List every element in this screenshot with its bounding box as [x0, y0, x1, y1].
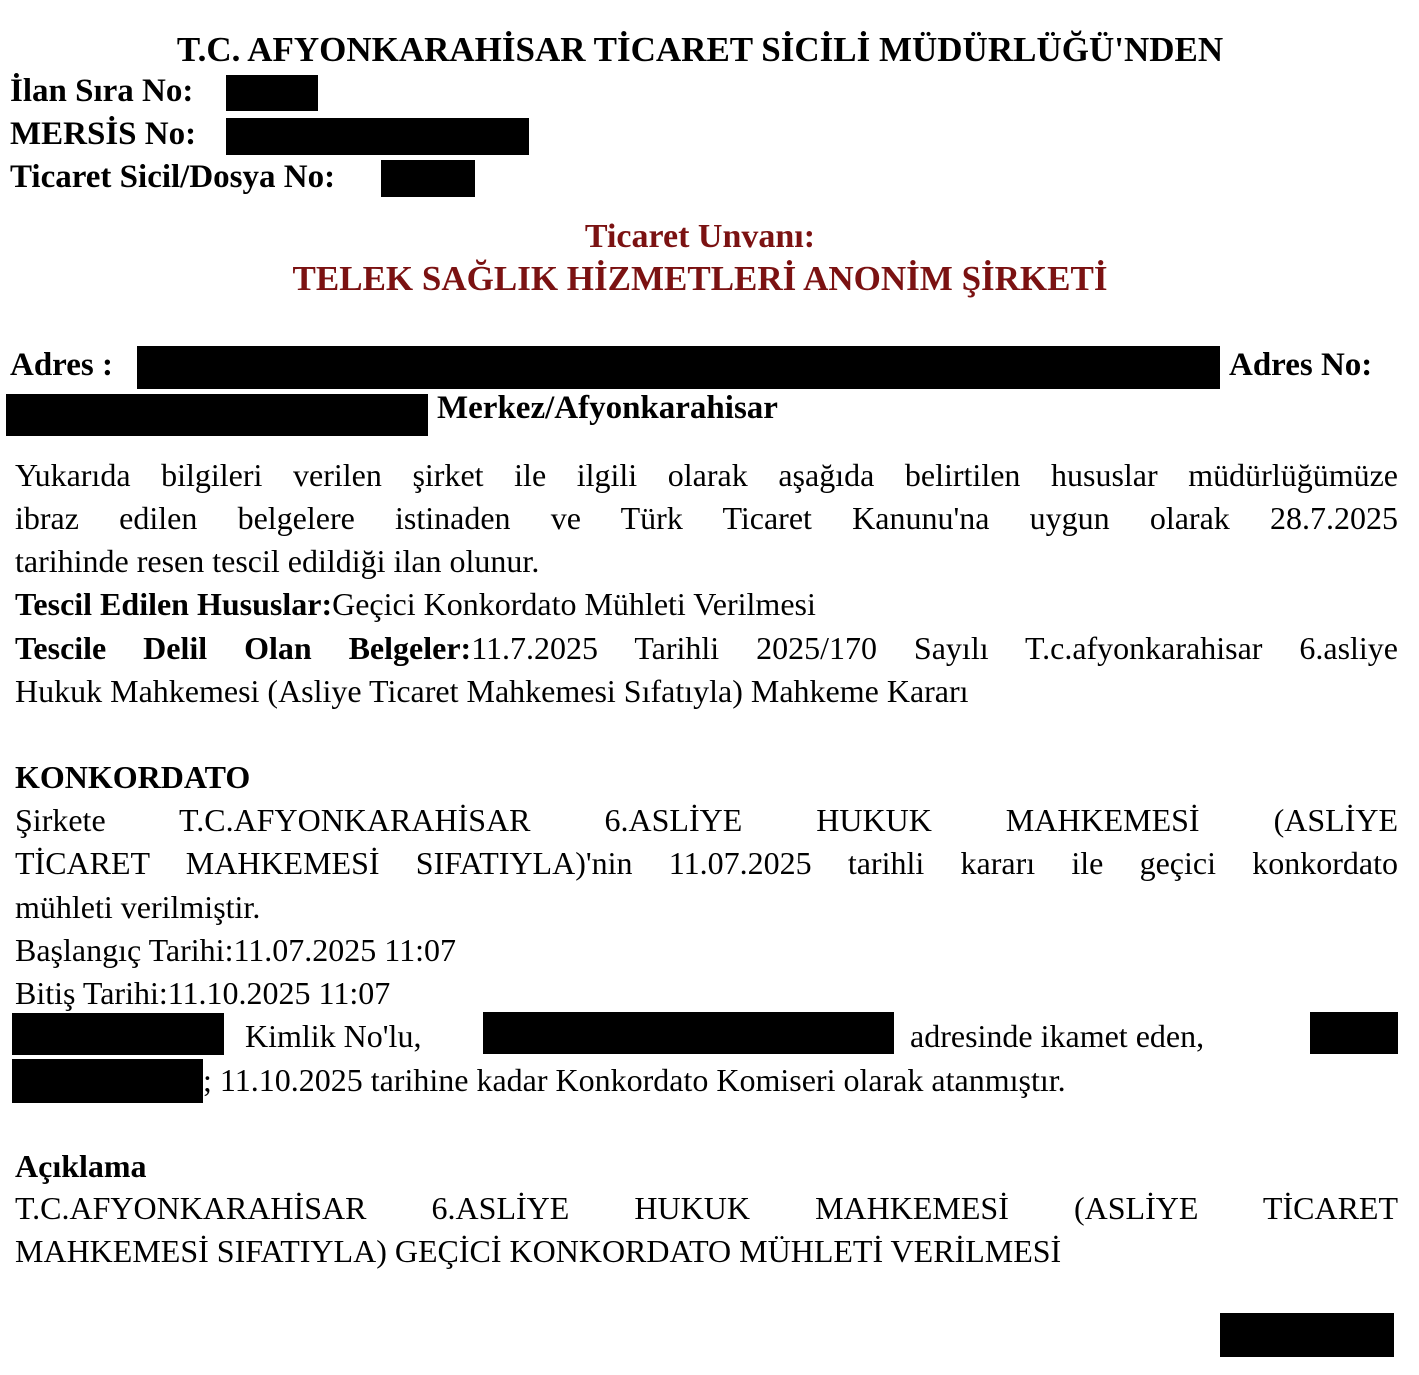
delil-row: [15, 627, 1398, 670]
unvan-label: Ticaret Unvanı:: [584, 218, 816, 255]
aciklama-line-2: MAHKEMESİ SIFATIYLA) GEÇİCİ KONKORDATO MÜHLETİ VERİLMESİ: [15, 1233, 1062, 1269]
intro-line-1: Yukarıda bilgileri verilen şirket ile ilgili olarak aşağıda belirtilen hususlar müdürlüğümüze: [15, 457, 1398, 493]
address-label: Adres :: [10, 347, 113, 383]
intro-line-3: tarihinde resen tescil edildiği ilan olunur.: [15, 543, 540, 579]
aciklama-heading: Açıklama: [15, 1148, 147, 1184]
redaction-commissioner-name-1: [1310, 1012, 1398, 1054]
tescil-label: Tescil Edilen Hususlar:: [15, 586, 333, 622]
konkordato-line-2: TİCARET MAHKEMESİ SIFATIYLA)'nin 11.07.2025 tarihli kararı ile geçici konkordato: [15, 845, 1398, 881]
delil-value-line2: Hukuk Mahkemesi (Asliye Ticaret Mahkemesi Sıfatıyla) Mahkeme Kararı: [15, 673, 969, 709]
redaction-commissioner-address: [483, 1012, 894, 1054]
redaction-ilan-no: [226, 75, 318, 111]
start-label: Başlangıç Tarihi:: [15, 932, 234, 968]
redaction-address-no: [6, 394, 428, 436]
page-title: T.C. AFYONKARAHİSAR TİCARET SİCİLİ MÜDÜRLÜĞÜ'NDEN: [176, 30, 1224, 69]
aciklama-line-1: T.C.AFYONKARAHİSAR 6.ASLİYE HUKUK MAHKEMESİ (ASLİYE TİCARET: [15, 1190, 1398, 1226]
redaction-sicil-no: [381, 160, 475, 197]
tescil-row: [15, 583, 816, 626]
atanma-text: ; 11.10.2025 tarihine kadar Konkordato Komiseri olarak atanmıştır.: [203, 1062, 1066, 1098]
redaction-address: [137, 346, 1220, 389]
company-name: TELEK SAĞLIK HİZMETLERİ ANONİM ŞİRKETİ: [292, 259, 1108, 298]
konkordato-line-1: Şirkete T.C.AFYONKARAHİSAR 6.ASLİYE HUKUK MAHKEMESİ (ASLİYE: [15, 802, 1398, 838]
sicil-dosya-label: Ticaret Sicil/Dosya No:: [10, 159, 336, 195]
end-value: 11.10.2025 11:07: [167, 975, 391, 1011]
adresinde-text: adresinde ikamet eden,: [910, 1018, 1205, 1054]
kimlik-text: Kimlik No'lu,: [245, 1018, 422, 1054]
konkordato-line-3: mühleti verilmiştir.: [15, 889, 261, 925]
address-district: Merkez/Afyonkarahisar: [437, 390, 778, 426]
end-label: Bitiş Tarihi:: [15, 975, 168, 1011]
start-date-row: [15, 929, 456, 972]
delil-value-line1: 11.7.2025 Tarihli 2025/170 Sayılı T.c.afyonkarahisar 6.asliye: [471, 630, 1399, 666]
ilan-sira-label: İlan Sıra No:: [10, 73, 194, 109]
redaction-kimlik-no: [12, 1013, 224, 1055]
delil-label: Tescile Delil Olan Belgeler:: [15, 630, 472, 666]
start-value: 11.07.2025 11:07: [233, 932, 456, 968]
redaction-commissioner-name-2: [12, 1059, 203, 1103]
redaction-mersis-no: [226, 118, 529, 155]
end-date-row: [15, 972, 390, 1015]
address-no-label: Adres No:: [1229, 347, 1373, 383]
intro-line-2: ibraz edilen belgelere istinaden ve Türk Ticaret Kanunu'na uygun olarak 28.7.2025: [15, 500, 1398, 536]
mersis-label: MERSİS No:: [10, 116, 197, 152]
redaction-signature: [1220, 1313, 1394, 1357]
tescil-value: Geçici Konkordato Mühleti Verilmesi: [332, 586, 816, 622]
konkordato-heading: KONKORDATO: [15, 759, 251, 795]
